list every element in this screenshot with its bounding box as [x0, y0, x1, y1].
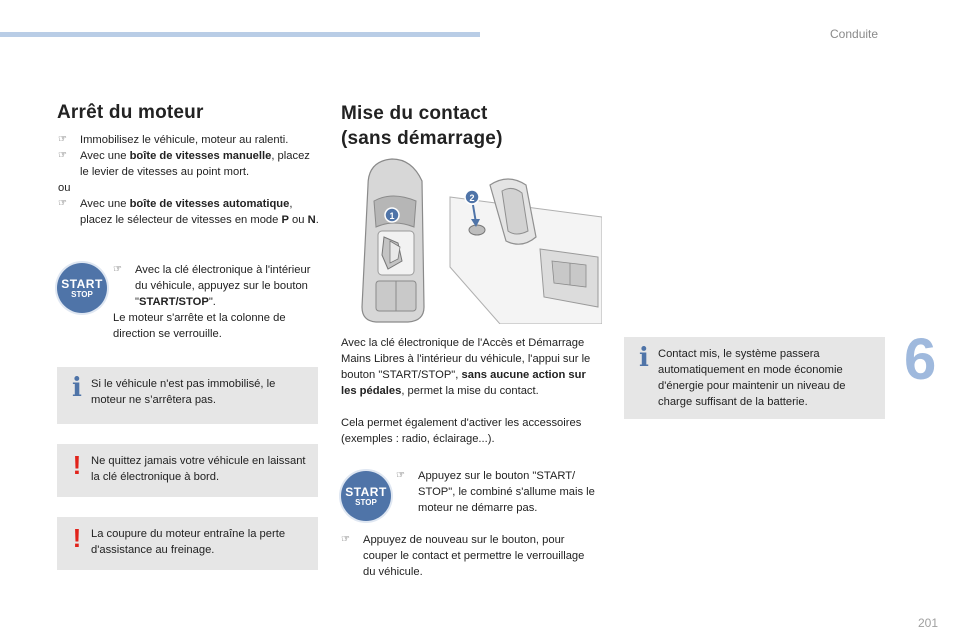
- warning-icon: !: [72, 523, 82, 553]
- engine-stop-result: Le moteur s'arrête et la colonne de direction se verrouille.: [113, 312, 286, 340]
- hand-pointer-icon: ☞: [58, 150, 67, 161]
- info-box-not-immobilized: i Si le véhicule n'est pas immobilisé, le moteur ne s’arrêtera pas.: [57, 367, 318, 424]
- info-icon: i: [639, 343, 649, 373]
- warning-icon: !: [72, 450, 82, 480]
- bullet-press-start-stop: ☞ Avec la clé électronique à l'intérieur du véhicule, appuyez sur le bouton "START/STOP".: [113, 264, 311, 308]
- info-box-energy-saving: i Contact mis, le système passera automatiquement en mode économie d'énergie pour maintenir un niveau de charge suffisant de la batterie.: [624, 337, 885, 419]
- info-icon: i: [72, 373, 82, 403]
- ignition-description: Avec la clé électronique de l'Accès et Démarrage Mains Libres à l'intérieur du véhicule, l'appui sur le bouton "START/STOP", sans aucune action sur les pédales, permet la mise du contact.: [341, 337, 591, 397]
- svg-text:2: 2: [469, 193, 475, 203]
- header-bar: [0, 32, 480, 37]
- hand-pointer-icon: ☞: [113, 264, 122, 275]
- or-text: ou: [58, 182, 71, 194]
- section-title-ignition: Mise du contact (sans démarrage): [341, 103, 503, 149]
- hand-pointer-icon: ☞: [58, 134, 67, 145]
- bullet-press-start-stop-ignition: ☞ Appuyez sur le bouton "START/ STOP", le combiné s'allume mais le moteur ne démarre pas.: [396, 470, 595, 514]
- start-stop-button-icon: START STOP: [341, 471, 391, 521]
- chapter-number: 6: [904, 327, 937, 392]
- accessories-description: Cela permet également d'activer les accessoires (exemples : radio, éclairage...).: [341, 417, 582, 445]
- bullet-manual-gearbox: ☞ Avec une boîte de vitesses manuelle, placez le levier de vitesses au point mort.: [58, 150, 310, 178]
- svg-text:1: 1: [389, 211, 395, 221]
- section-title-engine-stop: Arrêt du moteur: [57, 102, 204, 123]
- bullet-automatic-gearbox: ☞ Avec une boîte de vitesses automatique, placez le sélecteur de vitesses en mode P ou N.: [58, 198, 319, 226]
- hand-pointer-icon: ☞: [396, 470, 405, 481]
- hand-pointer-icon: ☞: [58, 198, 67, 209]
- warning-box-key-on-board: ! Ne quittez jamais votre véhicule en laissant la clé électronique à bord.: [57, 444, 318, 497]
- car-top-view-icon: [362, 159, 424, 322]
- bullet-immobilize: ☞ Immobilisez le véhicule, moteur au ralenti.: [58, 134, 289, 146]
- start-stop-button-icon: START STOP: [57, 263, 107, 313]
- page-number: 201: [918, 616, 939, 630]
- section-name: Conduite: [830, 27, 879, 41]
- warning-box-brake-assist: ! La coupure du moteur entraîne la perte d'assistance au freinage.: [57, 517, 318, 570]
- hand-pointer-icon: ☞: [341, 534, 350, 545]
- car-interior-illustration: [340, 157, 602, 324]
- bullet-press-again: ☞ Appuyez de nouveau sur le bouton, pour couper le contact et permettre le verrouillage du véhicule.: [341, 534, 585, 578]
